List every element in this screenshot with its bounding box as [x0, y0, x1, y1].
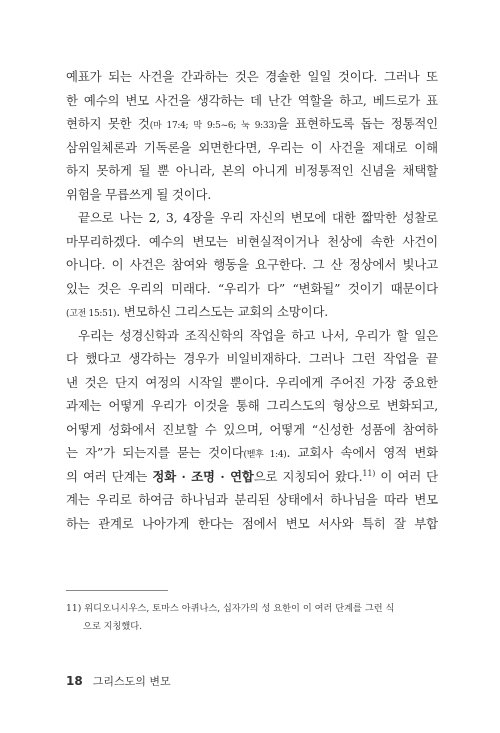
scripture-reference: (벧후 1:4) [243, 450, 287, 460]
text-line: 아니다. 이 사건은 참여와 행동을 요구한다. 그 산 정상에서 빛나고 [66, 257, 438, 272]
text-line: 다 했다고 생각하는 경우가 비일비재하다. 그러나 그런 작업을 끝 [66, 351, 438, 366]
text-span: 의 여러 단계는 [66, 468, 153, 484]
footnote-number: 11) [66, 603, 82, 614]
emphasis-text: 정화 · 조명 · 연합 [152, 468, 254, 484]
text-line [66, 300, 438, 324]
footnote [66, 600, 438, 636]
footnote-line: 으로 지칭했다. [83, 621, 143, 632]
text-line [66, 441, 438, 465]
footnote-marker[interactable]: 11) [362, 468, 376, 478]
page-number: 18 [66, 674, 83, 688]
text-line: 삼위일체론과 기독론을 외면한다면, 우리는 이 사건을 제대로 이해 [66, 139, 438, 155]
text-line [66, 465, 438, 489]
text-line: 계는 우리로 하여금 하나님과 분리된 상태에서 하나님을 따라 변모 [66, 492, 438, 507]
footnote-text: 위디오니시우스, 토마스 아퀴나스, 십자가의 성 요한이 이 여러 단계를 그런 식 [84, 603, 395, 614]
text-line [66, 112, 438, 136]
text-line: 하는 관계로 나아가게 한다는 점에서 변모 서사와 특히 잘 부합 [66, 515, 438, 531]
text-span: . 교회사 속에서 영적 변화 [286, 445, 439, 460]
text-span: 을 표현하도록 돕는 정통적인 [276, 116, 438, 131]
scripture-reference: (고전 15:51) [66, 309, 117, 319]
text-line: 어떻게 성화에서 진보할 수 있으며, 어떻게 “신성한 성품에 참여하 [66, 421, 438, 437]
text-line: 마무리하겠다. 예수의 변모는 비현실적이거나 천상에 속한 사건이 [66, 233, 438, 249]
page-footer [66, 673, 171, 689]
footnote-line [66, 600, 438, 618]
text-line: 낸 것은 단지 여정의 시작일 뿐이다. 우리에게 주어진 가장 중요한 [66, 374, 438, 390]
body-text [66, 65, 438, 535]
text-span: . 변모하신 그리스도는 교회의 소망이다. [116, 304, 329, 319]
scripture-reference: (마 17:4; 막 9:5~6; 눅 9:33) [149, 121, 277, 131]
footnote-divider [66, 590, 168, 591]
text-span: 이 여러 단 [375, 468, 438, 484]
text-line: 있는 것은 우리의 미래다. “우리가 다” “변화될” 것이기 때문이다 [66, 280, 438, 296]
running-title: 그리스도의 변모 [92, 675, 171, 688]
text-line: 위험을 무릅쓰게 될 것이다. [66, 186, 212, 202]
text-line: 끝으로 나는 2, 3, 4장을 우리 자신의 변모에 대한 짧막한 성찰로 [78, 210, 438, 225]
text-span: 현하지 못한 것 [66, 116, 150, 131]
text-line: 하지 못하게 될 뿐 아니라, 본의 아니게 비정통적인 신념을 채택할 [66, 163, 438, 178]
text-span: 으로 지칭되어 왔다. [253, 468, 363, 484]
text-line: 우리는 성경신학과 조직신학의 작업을 하고 나서, 우리가 할 일은 [78, 327, 438, 343]
text-line: 예표가 되는 사건을 간과하는 것은 경솔한 일일 것이다. 그러나 또 [66, 69, 438, 84]
text-line: 한 예수의 변모 사건을 생각하는 데 난간 역할을 하고, 베드로가 표 [66, 92, 438, 108]
text-line: 과제는 어떻게 우리가 이것을 통해 그리스도의 형상으로 변화되고, [66, 398, 438, 413]
text-span: 는 자”가 되는지를 묻는 것이다 [66, 445, 244, 460]
